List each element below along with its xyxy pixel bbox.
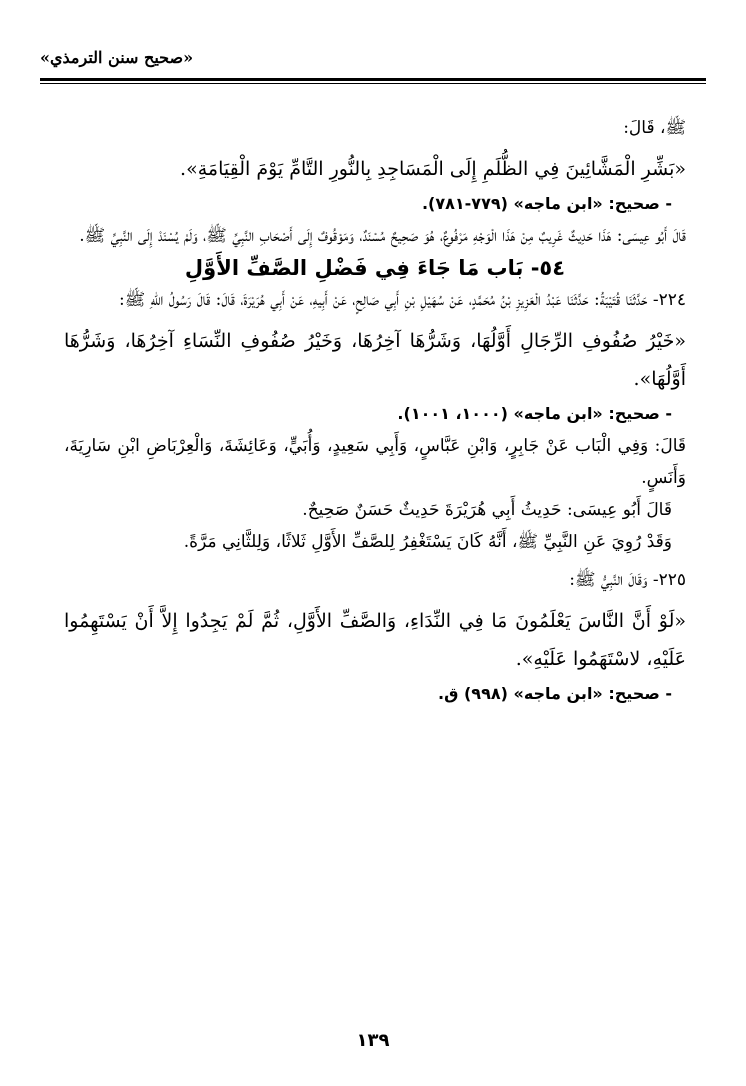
- hadith-text: «لَوْ أَنَّ النَّاسَ يَعْلَمُونَ مَا فِي النِّدَاءِ، وَالصَّفِّ الأَوَّلِ، ثُمَّ لَمْ يَجِدُوا إِلاَّ أَنْ يَسْتَهِمُوا عَلَيْهِ، لاسْتَهَمُوا عَلَيْهِ».: [64, 610, 686, 670]
- header-rule-thin: [40, 83, 706, 84]
- grading-note: - صحيح: «ابن ماجه» (١٠٠٠، ١٠٠١).: [397, 404, 672, 423]
- hadith-text: «بَشِّرِ الْمَشَّائِينَ فِي الظُّلَمِ إِلَى الْمَسَاجِدِ بِالنُّورِ التَّامِّ يَوْمَ الْقِيَامَةِ».: [180, 158, 686, 180]
- commentary-paragraph: قَالَ أَبُو عِيسَى: هَذَا حَدِيثٌ غَرِيبٌ مِنْ هَذَا الْوَجْهِ مَرْفُوعٌ، هُوَ صَحِيحٌ مُسْنَدٌ، وَمَوْقُوفٌ إِلَى أَصْحَابِ النَّبِيِّ ﷺ، وَلَمْ يُسْنَدْ إِلَى النَّبِيِّ ﷺ.: [79, 226, 686, 246]
- commentary-paragraph: قَالَ أَبُو عِيسَى: حَدِيثُ أَبِي هُرَيْرَةَ حَدِيثٌ حَسَنٌ صَحِيحٌ.: [302, 500, 672, 520]
- hadith-text: «خَيْرُ صُفُوفِ الرِّجَالِ أَوَّلُهَا، وَشَرُّهَا آخِرُهَا، وَخَيْرُ صُفُوفِ النِّسَاءِ آخِرُهَا، وَشَرُّهَا أَوَّلُهَا».: [64, 330, 686, 390]
- header-rule-thick: [40, 78, 706, 81]
- grading-note: - صحيح: «ابن ماجه» (٩٩٨) ق.: [438, 684, 672, 703]
- running-header: [40, 44, 706, 74]
- isnad-paragraph: ٢٢٤- حَدَّثَنَا قُتَيْبَةُ: حَدَّثَنَا عَبْدُ الْعَزِيزِ بْنُ مُحَمَّدٍ، عَنْ سُهَيْلِ بْنِ أَبِي صَالِحٍ، عَنْ أَبِيهِ، عَنْ أَبِي هُرَيْرَةَ، قَالَ: قَالَ رَسُولُ اللهِ ﷺ:: [118, 290, 686, 310]
- isnad-paragraph: ٢٢٥- وَقَالَ النَّبِيُّ ﷺ:: [569, 570, 686, 590]
- grading-note: - صحيح: «ابن ماجه» (٧٧٩-٧٨١).: [421, 194, 672, 213]
- chapter-heading: ٥٤- بَاب مَا جَاءَ فِي فَضْلِ الصَّفِّ الأَوَّلِ: [184, 256, 566, 280]
- intro-line: ﷺ، قَالَ:: [623, 118, 686, 138]
- page-number: ١٣٩: [356, 1030, 390, 1051]
- commentary-paragraph: وَقَدْ رُوِيَ عَنِ النَّبِيِّ ﷺ، أَنَّهُ كَانَ يَسْتَغْفِرُ لِلصَّفِّ الأَوَّلِ ثَلاثًا، وَلِلثَّانِي مَرَّةً.: [183, 532, 672, 552]
- book-title: «صحيح سنن الترمذي»: [40, 48, 194, 67]
- page-body: [64, 112, 686, 710]
- commentary-paragraph: قَالَ: وَفِي الْبَاب عَنْ جَابِرٍ، وَابْنِ عَبَّاسٍ، وَأَبِي سَعِيدٍ، وَأُبَيٍّ، وَعَائِشَةَ، وَالْعِرْبَاضِ ابْنِ سَارِيَةَ، وَأَنَسٍ.: [64, 436, 686, 488]
